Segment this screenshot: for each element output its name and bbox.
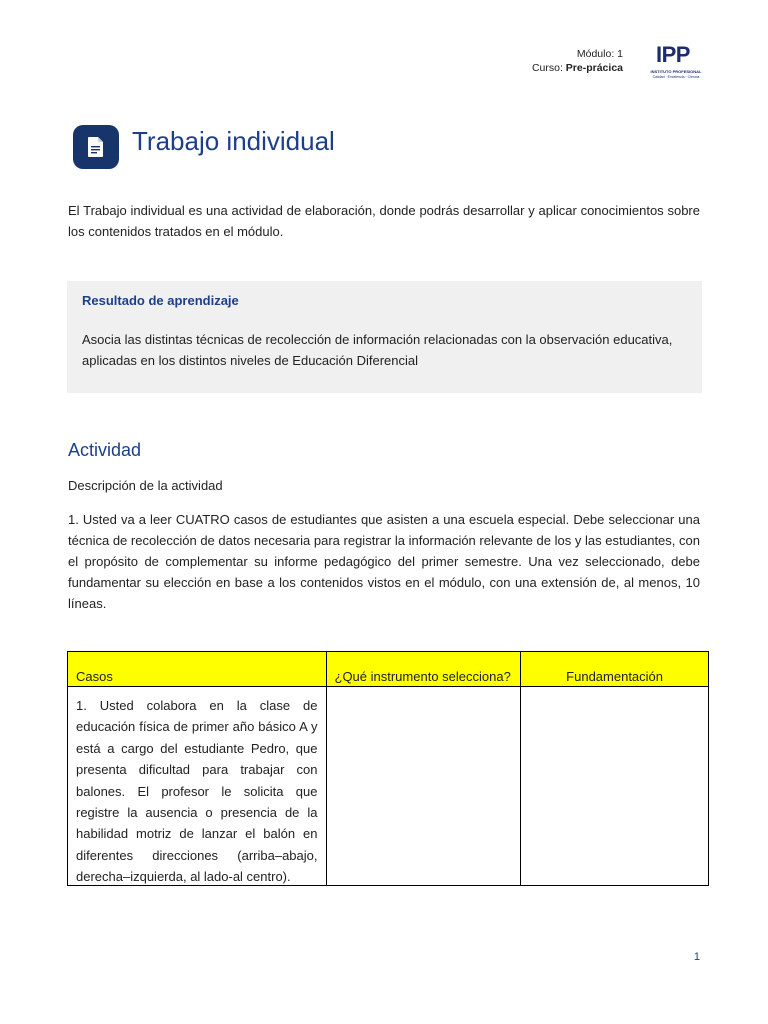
header-justification: Fundamentación bbox=[521, 652, 709, 687]
course-value: Pre-prácica bbox=[565, 62, 623, 74]
logo-tagline: Calidad · Excelencia · Ciencia bbox=[652, 75, 700, 79]
justification-cell[interactable] bbox=[521, 687, 709, 886]
intro-paragraph: El Trabajo individual es una actividad de elaboración, donde podrás desarrollar y aplicar conocimientos sobre los contenidos tratados en el módulo. bbox=[68, 203, 700, 239]
header-meta bbox=[532, 47, 623, 75]
activity-title: Actividad bbox=[68, 440, 142, 460]
activity-description-label: Descripción de la actividad bbox=[68, 478, 223, 493]
ipp-logo bbox=[650, 44, 702, 84]
course-line bbox=[532, 61, 623, 75]
module-line bbox=[532, 47, 623, 61]
page-number: 1 bbox=[693, 951, 700, 963]
case-text: 1. Usted colabora en la clase de educación física de primer año básico A y está a cargo del estudiante Pedro, que presenta dificultad para trabajar con balones. El profesor le solicita que registre la ausencia o presencia de la habilidad motriz de lanzar el balón en diferentes direcciones (arriba–abajo, derecha–izquierda, al lado-al centro). bbox=[76, 698, 318, 885]
module-value: 1 bbox=[617, 48, 623, 60]
table-row bbox=[68, 687, 709, 886]
case-cell bbox=[68, 687, 327, 886]
learning-result-title: Resultado de aprendizaje bbox=[82, 293, 239, 308]
instrument-cell[interactable] bbox=[326, 687, 521, 886]
module-label: Módulo: bbox=[576, 48, 615, 60]
document-icon bbox=[73, 125, 119, 169]
activity-instructions: 1. Usted va a leer CUATRO casos de estudiantes que asisten a una escuela especial. Debe seleccionar una técnica de recolección de datos necesaria para registrar la información relevante de los y las estudiantes, con el propósito de complementar su informe pedagógico del primer semestre. Una vez seleccionado, debe fundamentar su elección en base a los contenidos vistos en el módulo, con una extensión de, al menos, 10 líneas. bbox=[68, 512, 700, 611]
learning-result-text: Asocia las distintas técnicas de recolección de información relacionadas con la observación educativa, aplicadas en los distintos niveles de Educación Diferencial bbox=[82, 332, 673, 368]
header-instrument: ¿Qué instrumento selecciona? bbox=[326, 652, 521, 687]
learning-result-box bbox=[67, 281, 702, 393]
course-label: Curso: bbox=[531, 62, 563, 74]
header-cases: Casos bbox=[68, 652, 327, 687]
logo-text: IPP bbox=[656, 42, 690, 67]
page-title: Trabajo individual bbox=[132, 126, 335, 156]
logo-subtitle: INSTITUTO PROFESIONAL bbox=[650, 69, 702, 74]
table-header-row bbox=[68, 652, 709, 687]
cases-table bbox=[67, 651, 709, 886]
